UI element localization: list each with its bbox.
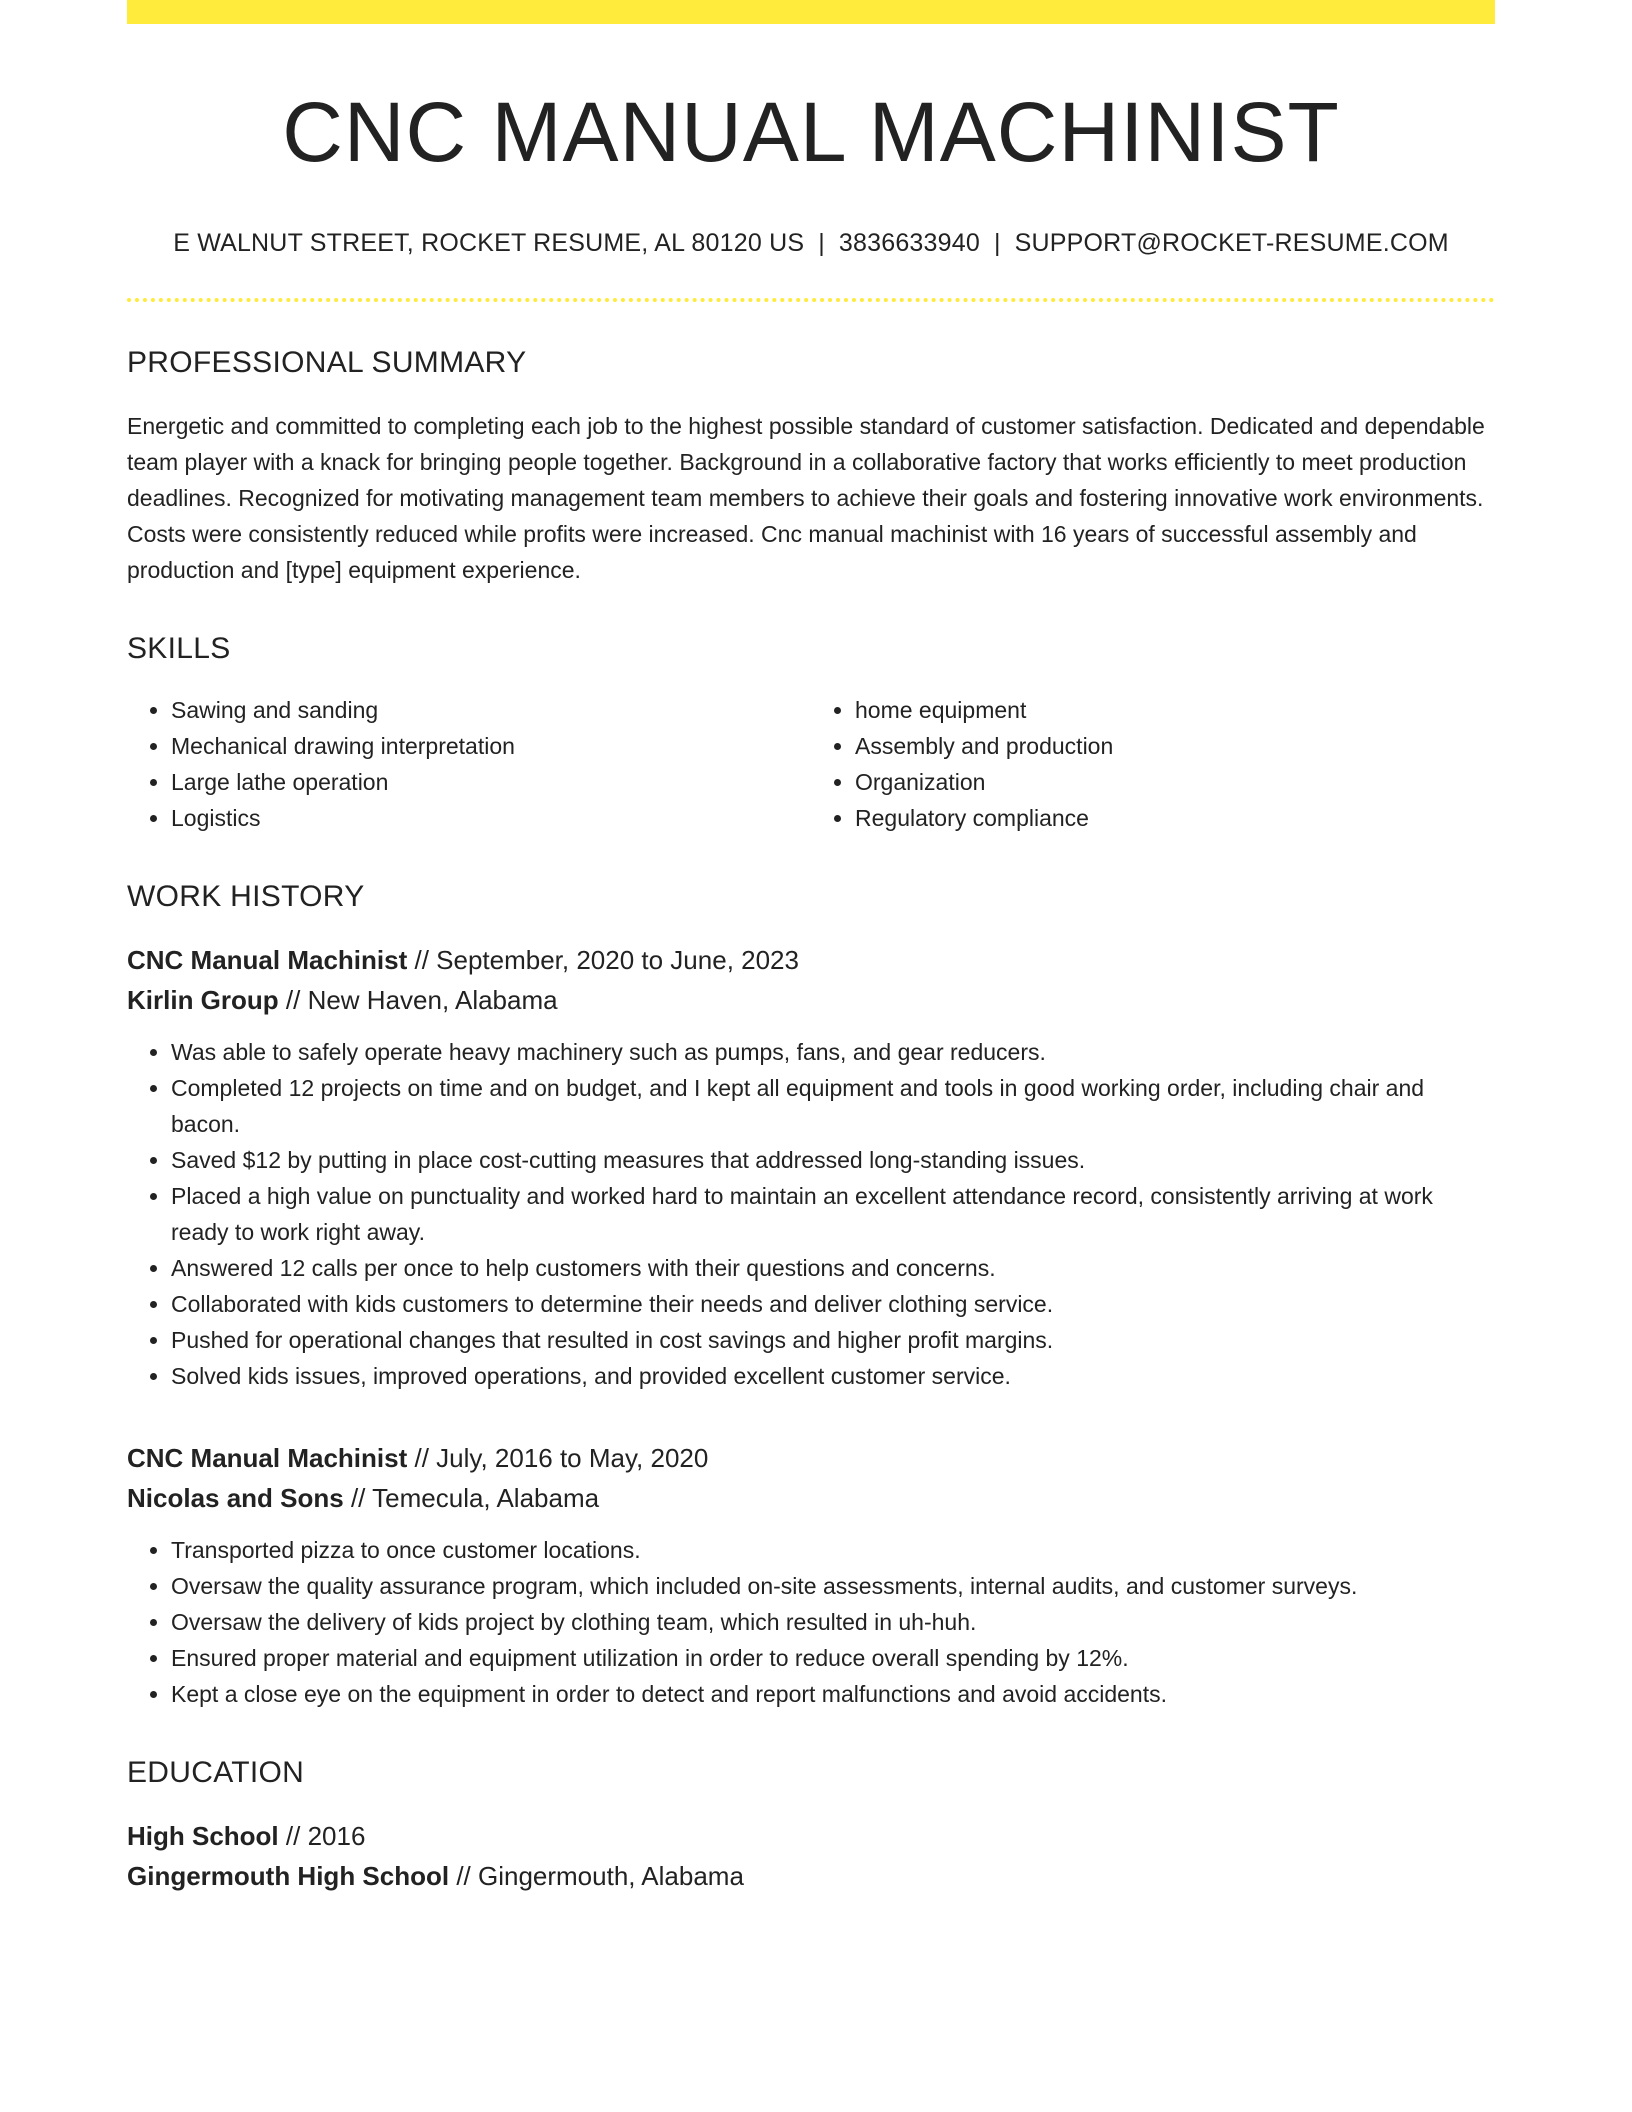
job-company: Kirlin Group [127, 984, 279, 1015]
education-location: // Gingermouth, Alabama [449, 1860, 744, 1891]
summary-text: Energetic and committed to completing each job to the highest possible standard of customer satisfaction. Dedicated and dependable team player with a knack for bringing people together. Background in a collaborative factory that works efficiently to meet production deadlines. Recognized for motivating management team members to achieve their goals and fostering innovative work environments. Costs were consistently reduced while profits were increased. Cnc manual machinist with 16 years of successful assembly and production and [type] equipment experience. [127, 412, 1485, 583]
work-heading: WORK HISTORY [127, 879, 365, 913]
accent-bar [127, 0, 1495, 24]
skill-item: • Assembly and production [855, 728, 1495, 764]
job-bullet: • Kept a close eye on the equipment in order to detect and report malfunctions and avoid accidents. [171, 1676, 1495, 1712]
skill-item: • Logistics [171, 800, 811, 836]
job-title: CNC Manual Machinist [127, 1442, 408, 1473]
education-degree: High School [127, 1820, 279, 1851]
skill-item: • home equipment [855, 692, 1495, 728]
summary-heading: PROFESSIONAL SUMMARY [127, 345, 527, 379]
job-entry [127, 1438, 1495, 1712]
job-bullet: • Ensured proper material and equipment utilization in order to reduce overall spending by 12%. [171, 1640, 1495, 1676]
skills-list [127, 692, 1495, 836]
skills-column-left [127, 692, 811, 836]
job-company-line [127, 980, 1495, 1020]
job-bullet: • Transported pizza to once customer locations. [171, 1532, 1495, 1568]
skill-item: • Sawing and sanding [171, 692, 811, 728]
job-bullet: • Answered 12 calls per once to help customers with their questions and concerns. [171, 1250, 1495, 1286]
job-dates: // September, 2020 to June, 2023 [407, 944, 799, 975]
skill-item: • Mechanical drawing interpretation [171, 728, 811, 764]
skills-column-right [811, 692, 1495, 836]
job-location: // New Haven, Alabama [278, 984, 558, 1015]
skill-item: • Large lathe operation [171, 764, 811, 800]
education-degree-line [127, 1816, 1495, 1856]
contact-separator: | [993, 228, 1001, 257]
job-bullet: • Oversaw the delivery of kids project by clothing team, which resulted in uh-huh. [171, 1604, 1495, 1640]
dotted-divider [127, 298, 1495, 302]
education-year: // 2016 [278, 1820, 366, 1851]
contact-phone: 3836633940 [838, 228, 980, 257]
skills-heading: SKILLS [127, 631, 231, 665]
job-bullet: • Placed a high value on punctuality and worked hard to maintain an excellent attendance record, consistently arriving at work ready to work right away. [171, 1178, 1495, 1250]
resume-page [127, 0, 1495, 1896]
job-location: // Temecula, Alabama [343, 1482, 600, 1513]
job-bullet: • Saved $12 by putting in place cost-cutting measures that addressed long-standing issues. [171, 1142, 1495, 1178]
job-company-line [127, 1478, 1495, 1518]
contact-email: SUPPORT@ROCKET-RESUME.COM [1014, 228, 1449, 257]
education-school: Gingermouth High School [127, 1860, 450, 1891]
skill-item: • Organization [855, 764, 1495, 800]
job-bullet: • Was able to safely operate heavy machinery such as pumps, fans, and gear reducers. [171, 1034, 1495, 1070]
job-title: CNC Manual Machinist [127, 944, 408, 975]
contact-line [127, 229, 1495, 258]
job-bullets [127, 1532, 1495, 1712]
job-entry [127, 940, 1495, 1394]
skill-item: • Regulatory compliance [855, 800, 1495, 836]
job-bullet: • Completed 12 projects on time and on budget, and I kept all equipment and tools in good working order, including chair and bacon. [171, 1070, 1495, 1142]
education-school-line [127, 1856, 1495, 1896]
job-bullet: • Solved kids issues, improved operations, and provided excellent customer service. [171, 1358, 1495, 1394]
resume-name: CNC MANUAL MACHINIST [282, 85, 1340, 179]
education-heading: EDUCATION [127, 1755, 305, 1789]
contact-address: E WALNUT STREET, ROCKET RESUME, AL 80120 US [173, 228, 805, 257]
job-title-line [127, 940, 1495, 980]
job-bullets [127, 1034, 1495, 1394]
job-dates: // July, 2016 to May, 2020 [407, 1442, 709, 1473]
job-company: Nicolas and Sons [127, 1482, 344, 1513]
job-bullet: • Oversaw the quality assurance program, which included on-site assessments, internal audits, and customer surveys. [171, 1568, 1495, 1604]
job-bullet: • Collaborated with kids customers to determine their needs and deliver clothing service. [171, 1286, 1495, 1322]
job-bullet: • Pushed for operational changes that resulted in cost savings and higher profit margins. [171, 1322, 1495, 1358]
job-title-line [127, 1438, 1495, 1478]
contact-separator: | [818, 228, 825, 257]
